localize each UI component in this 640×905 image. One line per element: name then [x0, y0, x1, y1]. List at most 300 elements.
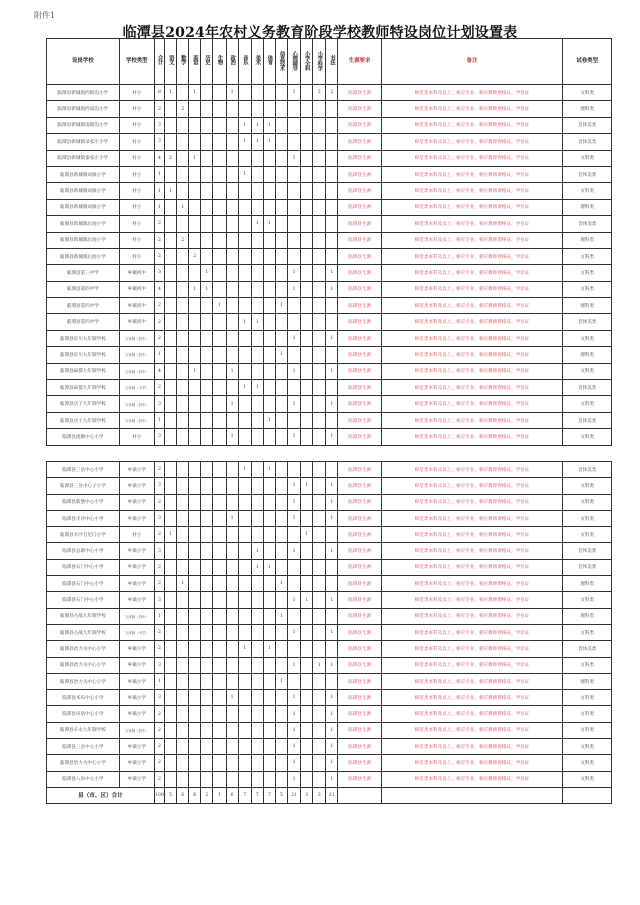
subject-count [213, 396, 226, 412]
subject-count [213, 101, 226, 117]
subject-count: 1 [275, 673, 287, 689]
subject-count [177, 183, 189, 199]
subject-count [165, 101, 177, 117]
subject-count [189, 543, 201, 559]
subject-count [301, 347, 313, 363]
source-requirement: 临潭县生源 [338, 527, 381, 543]
subject-count [226, 771, 238, 787]
school-type: 村小 [119, 429, 154, 445]
subject-count [177, 281, 189, 297]
subject-count [165, 510, 177, 526]
subject-count [177, 429, 189, 445]
subject-count [213, 347, 226, 363]
subject-count: 1 [288, 657, 301, 673]
subject-count [288, 199, 301, 215]
table-row [47, 429, 612, 445]
source-requirement: 临潭县生源 [338, 248, 381, 264]
subject-count [238, 265, 251, 281]
subject-count [275, 134, 287, 150]
subject-count [165, 592, 177, 608]
header-subject: 英语 [189, 39, 201, 85]
school-name: 临潭县新城镇刘旗小学 [47, 166, 120, 182]
table-row [47, 347, 612, 363]
subject-count [165, 690, 177, 706]
header-subject: 小学科学 [313, 39, 326, 85]
subject-count: 1 [288, 85, 301, 101]
subject-count [301, 641, 313, 657]
subject-count [189, 559, 201, 575]
source-requirement: 临潭县生源 [338, 199, 381, 215]
subject-count [263, 298, 275, 314]
subject-count [238, 657, 251, 673]
subject-count: 2 [154, 559, 164, 575]
subject-count [213, 576, 226, 592]
school-type: 乡镇小学 [119, 739, 154, 755]
subject-count [313, 101, 326, 117]
subject-count [201, 199, 213, 215]
subject-count [189, 592, 201, 608]
subject-count [301, 216, 313, 232]
subject-count [288, 314, 301, 330]
exam-type: 音体美类 [563, 314, 612, 330]
subject-count [165, 248, 177, 264]
subject-count: 2 [154, 527, 164, 543]
remarks: 师范类本科及以上，相应专业，相应教师资格证，学位证 [381, 380, 563, 396]
source-requirement: 临潭县生源 [338, 101, 381, 117]
subject-count [275, 706, 287, 722]
subject-count [177, 673, 189, 689]
subject-count: 1 [326, 771, 338, 787]
subject-count: 1 [326, 543, 338, 559]
subject-count [313, 380, 326, 396]
school-type: 乡镇小学 [119, 755, 154, 771]
subject-count [313, 592, 326, 608]
subject-count [238, 396, 251, 412]
subject-count [263, 396, 275, 412]
subject-count [275, 592, 287, 608]
subject-count [288, 380, 301, 396]
total-empty [563, 787, 612, 803]
subject-count: 1 [326, 510, 338, 526]
subject-count: 1 [251, 117, 263, 133]
remarks: 师范类本科及以上，相应专业，相应教师资格证，学位证 [381, 527, 563, 543]
school-name: 临潭县店子九年制学校 [47, 412, 120, 428]
subject-count [313, 739, 326, 755]
page-title: 临潭县2024年农村义务教育阶段学校教师特设岗位计划设置表 [122, 25, 518, 41]
subject-count [313, 690, 326, 706]
subject-count [313, 281, 326, 297]
subject-count: 4 [154, 281, 164, 297]
subject-count [275, 412, 287, 428]
subject-count: 1 [326, 429, 338, 445]
school-type: 乡镇小学 [119, 771, 154, 787]
subject-count [288, 641, 301, 657]
subject-count: 1 [288, 494, 301, 510]
subject-count [213, 363, 226, 379]
subject-count: 1 [288, 429, 301, 445]
subject-count [165, 478, 177, 494]
subject-count: 3 [154, 592, 164, 608]
subject-count [213, 543, 226, 559]
school-name: 临潭县石门中心小学 [47, 559, 120, 575]
subject-count [165, 314, 177, 330]
subject-count [177, 412, 189, 428]
subject-count [313, 494, 326, 510]
header-subject: 书法 [326, 39, 338, 85]
subject-count: 2 [154, 641, 164, 657]
subject-count [251, 657, 263, 673]
subject-count [326, 608, 338, 624]
subject-count [213, 216, 226, 232]
subject-count [226, 150, 238, 166]
subject-count [213, 673, 226, 689]
subject-count [238, 706, 251, 722]
subject-count [213, 412, 226, 428]
subject-count [226, 183, 238, 199]
subject-count [251, 248, 263, 264]
subject-count [213, 494, 226, 510]
subject-count: 2 [154, 330, 164, 346]
header-subject: 数学 [177, 39, 189, 85]
school-type: 九年制（初中） [119, 347, 154, 363]
subject-count [201, 216, 213, 232]
subject-count [326, 216, 338, 232]
total-count: 2 [201, 787, 213, 803]
subject-count: 1 [288, 396, 301, 412]
header-subject: 历史 [201, 39, 213, 85]
subject-count [226, 494, 238, 510]
subject-count: 1 [251, 380, 263, 396]
subject-count [301, 624, 313, 640]
subject-count [226, 608, 238, 624]
source-requirement: 临潭县生源 [338, 314, 381, 330]
subject-count [251, 739, 263, 755]
subject-count [301, 298, 313, 314]
subject-count [275, 117, 287, 133]
exam-type: 文科类 [563, 478, 612, 494]
subject-count: 1 [326, 281, 338, 297]
school-name: 临潭县新城镇后池小学 [47, 232, 120, 248]
subject-count [251, 478, 263, 494]
table-row [47, 101, 612, 117]
subject-count [238, 281, 251, 297]
exam-type: 文科类 [563, 183, 612, 199]
subject-count [313, 117, 326, 133]
subject-count [177, 510, 189, 526]
subject-count [251, 592, 263, 608]
subject-count [313, 314, 326, 330]
subject-count [301, 722, 313, 738]
subject-count [326, 183, 338, 199]
subject-count [177, 117, 189, 133]
subject-count [177, 641, 189, 657]
subject-count [165, 559, 177, 575]
subject-count [226, 380, 238, 396]
subject-count [313, 429, 326, 445]
subject-count: 1 [326, 363, 338, 379]
subject-count [301, 265, 313, 281]
subject-count [326, 134, 338, 150]
subject-count: 1 [177, 199, 189, 215]
subject-count [251, 199, 263, 215]
subject-count [288, 216, 301, 232]
school-type: 九年制（小学） [119, 624, 154, 640]
subject-count: 1 [238, 380, 251, 396]
subject-count [251, 576, 263, 592]
subject-count [263, 248, 275, 264]
subject-count [238, 412, 251, 428]
subject-count [326, 150, 338, 166]
school-name: 临潭县第三中学 [47, 265, 120, 281]
subject-count [275, 429, 287, 445]
subject-count [313, 527, 326, 543]
subject-count [251, 396, 263, 412]
subject-count [165, 216, 177, 232]
school-type: 乡镇初中 [119, 298, 154, 314]
subject-count [213, 85, 226, 101]
subject-count [251, 510, 263, 526]
subject-count [238, 543, 251, 559]
plan-table-part-2 [46, 461, 612, 804]
subject-count [226, 543, 238, 559]
exam-type: 文科类 [563, 150, 612, 166]
subject-count [251, 232, 263, 248]
remarks: 师范类本科及以上，相应专业，相应教师资格证，学位证 [381, 347, 563, 363]
header-exam-type: 试卷类型 [563, 39, 612, 85]
subject-count [189, 166, 201, 182]
subject-count [326, 673, 338, 689]
subject-count [275, 85, 287, 101]
subject-count [226, 216, 238, 232]
subject-count [165, 363, 177, 379]
total-count: 3 [301, 787, 313, 803]
remarks: 师范类本科及以上，相应专业，相应教师资格证，学位证 [381, 559, 563, 575]
subject-count [238, 347, 251, 363]
table-row [47, 624, 612, 640]
subject-count: 1 [226, 363, 238, 379]
subject-count [275, 690, 287, 706]
subject-count [301, 543, 313, 559]
subject-count [226, 347, 238, 363]
subject-count [251, 690, 263, 706]
subject-count [326, 527, 338, 543]
subject-count [165, 624, 177, 640]
subject-count [326, 462, 338, 478]
remarks: 师范类本科及以上，相应专业，相应教师资格证，学位证 [381, 657, 563, 673]
exam-type: 文科类 [563, 739, 612, 755]
subject-count [263, 543, 275, 559]
table-row [47, 673, 612, 689]
source-requirement: 临潭县生源 [338, 673, 381, 689]
table-row [47, 739, 612, 755]
subject-count [213, 478, 226, 494]
subject-count [189, 265, 201, 281]
subject-count [313, 347, 326, 363]
school-name: 临潭县古战九年制学校 [47, 624, 120, 640]
subject-count [189, 690, 201, 706]
subject-count: 1 [201, 281, 213, 297]
school-name: 临潭县扁都九年制学校 [47, 363, 120, 379]
subject-count [201, 183, 213, 199]
remarks: 师范类本科及以上，相应专业，相应教师资格证，学位证 [381, 150, 563, 166]
remarks: 师范类本科及以上，相应专业，相应教师资格证，学位证 [381, 494, 563, 510]
remarks: 师范类本科及以上，相应专业，相应教师资格证，学位证 [381, 166, 563, 182]
subject-count [177, 608, 189, 624]
subject-count: 1 [238, 314, 251, 330]
subject-count [238, 576, 251, 592]
table-row [47, 592, 612, 608]
subject-count [251, 281, 263, 297]
subject-count [275, 101, 287, 117]
subject-count [201, 706, 213, 722]
subject-count [301, 690, 313, 706]
subject-count [189, 314, 201, 330]
school-type: 村小 [119, 150, 154, 166]
subject-count [275, 624, 287, 640]
subject-count [251, 624, 263, 640]
table-row [47, 706, 612, 722]
subject-count: 1 [189, 363, 201, 379]
subject-count [251, 101, 263, 117]
subject-count: 1 [263, 216, 275, 232]
subject-count [275, 771, 287, 787]
table-row [47, 199, 612, 215]
school-name: 临潭县冶力关中心小学 [47, 755, 120, 771]
total-count: 3 [313, 787, 326, 803]
subject-count [275, 478, 287, 494]
subject-count [201, 657, 213, 673]
table-row [47, 134, 612, 150]
subject-count [275, 722, 287, 738]
subject-count: 2 [154, 216, 164, 232]
subject-count [288, 248, 301, 264]
remarks: 师范类本科及以上，相应专业，相应教师资格证，学位证 [381, 673, 563, 689]
subject-count: 1 [288, 624, 301, 640]
subject-count: 2 [313, 85, 326, 101]
school-name: 临潭县长川九年制学校 [47, 330, 120, 346]
subject-count [189, 739, 201, 755]
subject-count [263, 608, 275, 624]
exam-type: 文科类 [563, 771, 612, 787]
subject-count [177, 363, 189, 379]
table-row [47, 363, 612, 379]
subject-count [201, 330, 213, 346]
subject-count [165, 396, 177, 412]
table-row [47, 380, 612, 396]
school-name: 临潭县冶力关中心小学 [47, 673, 120, 689]
school-type: 村小 [119, 134, 154, 150]
subject-count: 1 [238, 462, 251, 478]
subject-count [263, 755, 275, 771]
subject-count [263, 330, 275, 346]
source-requirement: 临潭县生源 [338, 641, 381, 657]
subject-count [213, 150, 226, 166]
subject-count [189, 706, 201, 722]
subject-count [213, 641, 226, 657]
subject-count: 1 [288, 150, 301, 166]
subject-count [288, 462, 301, 478]
school-type: 九年制（小学） [119, 380, 154, 396]
subject-count: 1 [189, 281, 201, 297]
school-type: 乡镇小学 [119, 478, 154, 494]
subject-count: 1 [238, 166, 251, 182]
subject-count [177, 690, 189, 706]
table-row [47, 166, 612, 182]
exam-type: 文科类 [563, 265, 612, 281]
subject-count [263, 494, 275, 510]
subject-count [213, 281, 226, 297]
subject-count [226, 166, 238, 182]
subject-count: 2 [154, 739, 164, 755]
table-row [47, 298, 612, 314]
school-type: 村小 [119, 85, 154, 101]
subject-count [263, 265, 275, 281]
exam-type: 文科类 [563, 330, 612, 346]
subject-count [301, 412, 313, 428]
subject-count [238, 510, 251, 526]
subject-count [313, 199, 326, 215]
subject-count [165, 429, 177, 445]
subject-count [251, 412, 263, 428]
subject-count [226, 232, 238, 248]
remarks: 师范类本科及以上，相应专业，相应教师资格证，学位证 [381, 510, 563, 526]
subject-count [189, 396, 201, 412]
subject-count [263, 347, 275, 363]
exam-type: 文科类 [563, 85, 612, 101]
subject-count [177, 722, 189, 738]
source-requirement: 临潭县生源 [338, 559, 381, 575]
school-name: 临潭县新城镇西街沟小学 [47, 85, 120, 101]
subject-count: 2 [154, 462, 164, 478]
remarks: 师范类本科及以上，相应专业，相应教师资格证，学位证 [381, 690, 563, 706]
school-type: 村小 [119, 166, 154, 182]
source-requirement: 临潭县生源 [338, 462, 381, 478]
subject-count: 1 [288, 722, 301, 738]
subject-count [251, 462, 263, 478]
subject-count [201, 150, 213, 166]
subject-count [251, 265, 263, 281]
subject-count: 1 [313, 657, 326, 673]
school-name: 临潭县新城镇南街沟小学 [47, 117, 120, 133]
subject-count [177, 771, 189, 787]
subject-count [226, 117, 238, 133]
subject-count [301, 85, 313, 101]
table-row [47, 722, 612, 738]
subject-count: 2 [154, 706, 164, 722]
subject-count: 1 [238, 117, 251, 133]
subject-count: 1 [288, 739, 301, 755]
subject-count [301, 117, 313, 133]
subject-count [326, 166, 338, 182]
subject-count: 1 [288, 755, 301, 771]
subject-count [177, 657, 189, 673]
subject-count [177, 543, 189, 559]
subject-count [213, 755, 226, 771]
subject-count: 1 [275, 347, 287, 363]
subject-count [226, 248, 238, 264]
subject-count [326, 199, 338, 215]
header-school: 设岗学校 [47, 39, 120, 85]
subject-count: 1 [154, 412, 164, 428]
subject-count [177, 494, 189, 510]
school-type: 乡镇小学 [119, 559, 154, 575]
subject-count [313, 363, 326, 379]
subject-count [201, 248, 213, 264]
subject-count: 2 [177, 232, 189, 248]
school-type: 村小 [119, 183, 154, 199]
exam-type: 理科类 [563, 298, 612, 314]
school-name: 临潭县三岔中心小学 [47, 462, 120, 478]
